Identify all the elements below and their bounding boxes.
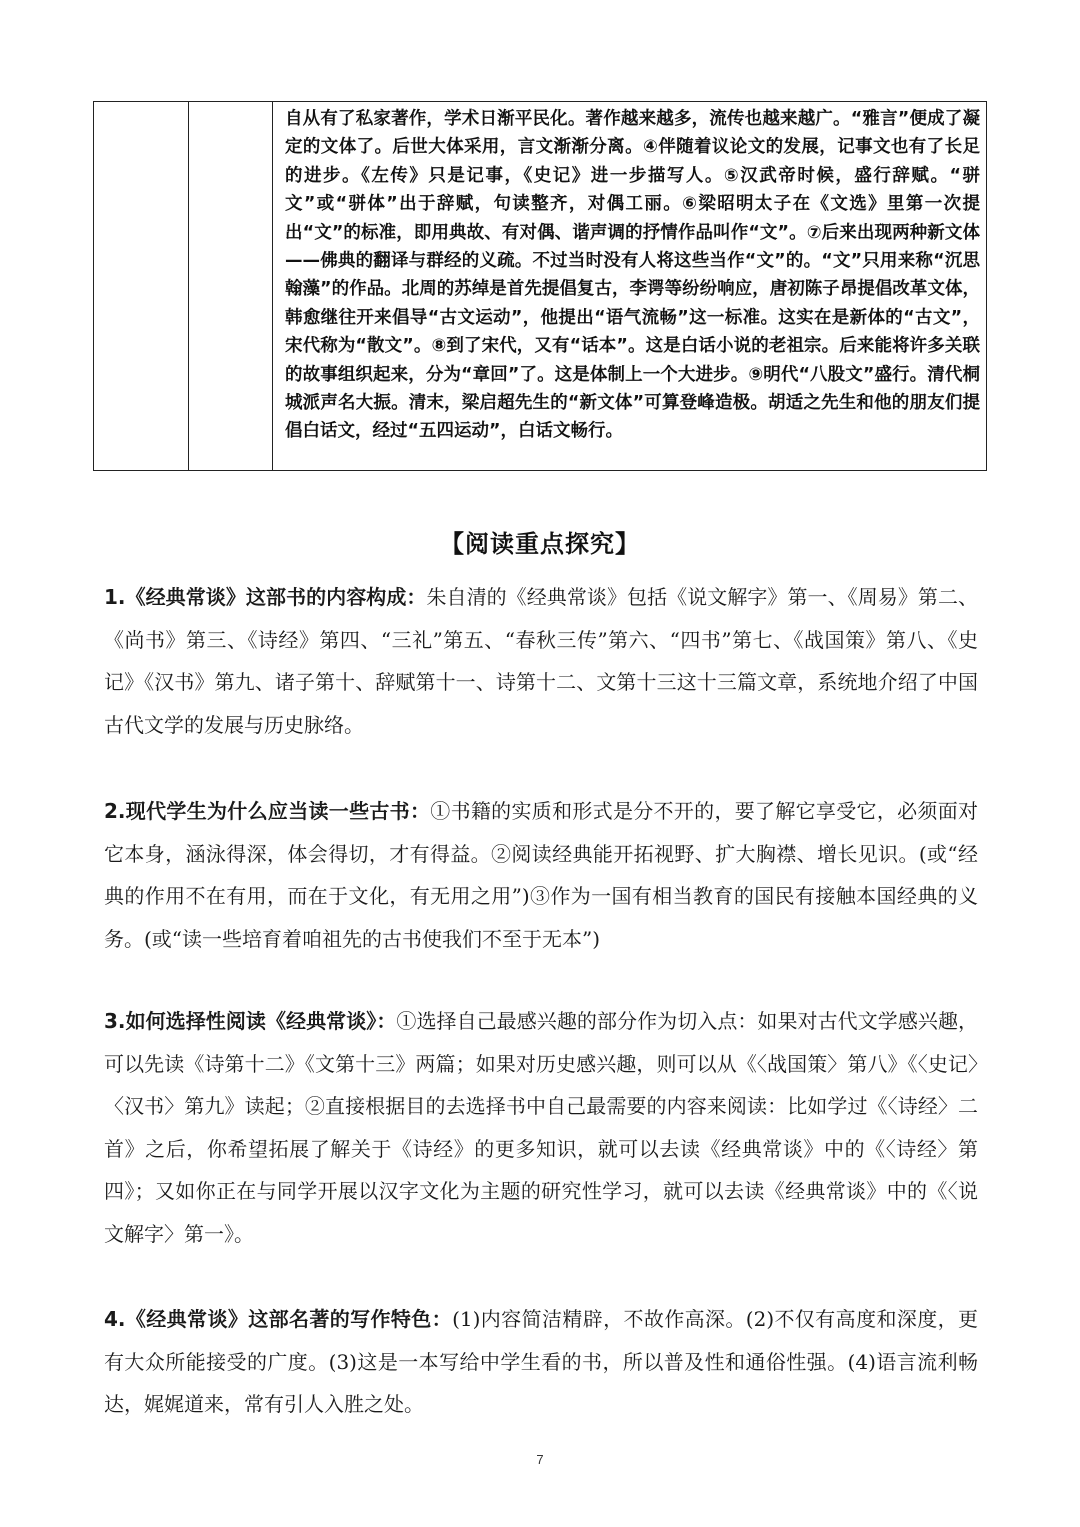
paragraph-1-lead: 1.《经典常谈》这部书的内容构成： (104, 585, 427, 609)
table-cell-empty-2 (189, 102, 273, 470)
table-cell-content: 自从有了私家著作，学术日渐平民化。著作越来越多，流传也越来越广。“雅言”便成了凝定的文体了。后世大体采用，言文渐渐分离。④伴随着议论文的发展，记事文也有了长足的进步。《左传》只是记事，《史记》进一步描写人。⑤汉武帝时候，盛行辞赋。“骈文”或“骈体”出于辞赋，句读整齐，对偶工丽。⑥梁昭明太子在《文选》里第一次提出“文”的标准，即用典故、有对偶、谐声调的抒情作品叫作“文”。⑦后来出现两种新文体——佛典的翻译与群经的义疏。不过当时没有人将这些当作“文”的。“文”只用来称“沉思翰藻”的作品。北周的苏绰是首先提倡复古，李谔等纷纷响应，唐初陈子昂提倡改革文体，韩愈继往开来倡导“古文运动”，他提出“语气流畅”这一标准。这实在是新体的“古文”，宋代称为“散文”。⑧到了宋代，又有“话本”。这是白话小说的老祖宗。后来能将许多关联的故事组织起来，分为“章回”了。这是体制上一个大进步。⑨明代“八股文”盛行。清代桐城派声名大振。清末，梁启超先生的“新文体”可算登峰造极。胡适之先生和他的朋友们提倡白话文，经过“五四运动”，白话文畅行。 (285, 109, 980, 442)
paragraph-3-body: ①选择自己最感兴趣的部分作为切入点：如果对古代文学感兴趣，可以先读《诗第十二》《文第十三》两篇；如果对历史感兴趣，则可以从《〈战国策〉第八》《〈史记〉〈汉书〉第九》读起；②直接根据目的去选择书中自己最需要的内容来阅读：比如学过《〈诗经〉二首》之后，你希望拓展了解关于《诗经》的更多知识，就可以去读《经典常谈》中的《〈诗经〉第四》；又如你正在与同学开展以汉字文化为主题的研究性学习，就可以去读《经典常谈》中的《〈说文解字〉第一》。 (104, 1009, 979, 1246)
paragraph-2-lead: 2.现代学生为什么应当读一些古书： (104, 799, 431, 823)
paragraph-3-lead: 3.如何选择性阅读《经典常谈》： (104, 1009, 397, 1033)
section-title: 【阅读重点探究】 (440, 530, 640, 558)
table-cell-empty-1 (94, 102, 189, 470)
paragraph-1 (104, 576, 978, 746)
continuation-table (93, 101, 987, 471)
paragraph-4-body: (1)内容简洁精辟，不故作高深。(2)不仅有高度和深度，更有大众所能接受的广度。(3)这是一本写给中学生看的书，所以普及性和通俗性强。(4)语言流利畅达，娓娓道来，常有引人入胜之处。 (104, 1307, 978, 1416)
paragraph-4-lead: 4.《经典常谈》这部名著的写作特色： (104, 1307, 453, 1331)
paragraph-2-body: ①书籍的实质和形式是分不开的，要了解它享受它，必须面对它本身，涵泳得深，体会得切，才有得益。②阅读经典能开拓视野、扩大胸襟、增长见识。(或“经典的作用不在有用，而在于文化，有无用之用”)③作为一国有相当教育的国民有接触本国经典的义务。(或“读一些培育着咱祖先的古书使我们不至于无本”) (104, 799, 979, 951)
paragraph-3 (104, 1000, 978, 1255)
paragraph-2 (104, 790, 978, 960)
paragraph-1-body: 朱自清的《经典常谈》包括《说文解字》第一、《周易》第二、《尚书》第三、《诗经》第四、“三礼”第五、“春秋三传”第六、“四书”第七、《战国策》第八、《史记》《汉书》第九、诸子第十、辞赋第十一、诗第十二、文第十三这十三篇文章，系统地介绍了中国古代文学的发展与历史脉络。 (104, 585, 979, 737)
paragraph-4 (104, 1298, 978, 1426)
page-number: 7 (536, 1452, 544, 1467)
